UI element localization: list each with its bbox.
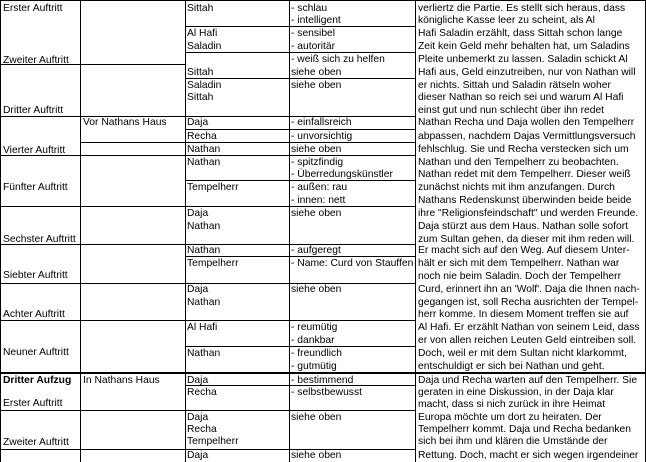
table-cell: siehe oben (291, 144, 342, 155)
summary-line: dieser Nathan so reich sei und warum Al Hafi (418, 92, 624, 103)
summary-line: Pleite unbemerkt zu lassen. Saladin schickt Al (418, 54, 628, 65)
table-cell: Zweiter Auftritt (3, 437, 69, 448)
table-cell: Zweiter Auftritt (3, 55, 69, 66)
table-cell: - freundlich (291, 348, 342, 359)
summary-line: königliche Kasse leer zu scheint, als Al (418, 15, 595, 26)
table-column-divider (185, 0, 186, 462)
table-cell: siehe oben (291, 412, 342, 423)
summary-line: Nathan und den Tempelherr zu beobachten. (418, 157, 619, 168)
table-cell: Recha (187, 131, 217, 142)
table-cell: Daja (187, 412, 209, 423)
table-cell: Recha (187, 424, 217, 435)
summary-line: Rettung. Doch, macht er sich wegen irgendeiner (418, 450, 639, 461)
summary-line: er von allen reichen Leuten Geld eintreiben soll. (418, 335, 637, 346)
table-cell: Recha (187, 387, 217, 398)
table-cell: - schlau (291, 3, 328, 14)
table-cell: Nathan (187, 221, 221, 232)
summary-line: Er macht sich auf den Weg. Auf diesem Unter- (418, 245, 630, 256)
table-cell: Tempelherr (187, 182, 239, 193)
table-cell: Daja (187, 375, 209, 386)
table-cell: Siebter Auftritt (3, 270, 68, 281)
table-cell: Nathan (187, 157, 221, 168)
table-row-divider (185, 129, 415, 130)
summary-line: abpassen, nachdem Dajas Vermittlungsversuch (418, 131, 636, 142)
table-cell: Vierter Auftritt (3, 145, 66, 156)
table-row-divider (0, 206, 415, 207)
table-cell: - unvorsichtig (291, 131, 353, 142)
table-row-divider (80, 142, 415, 143)
table-column-divider (0, 0, 1, 462)
table-cell: Erster Auftritt (3, 398, 63, 409)
table-cell: Al Hafi (187, 28, 218, 39)
summary-line: Nathans Redenskunst überwinden beide beide (418, 195, 632, 206)
table-column-divider (80, 0, 81, 462)
table-cell: Vor Nathans Haus (83, 117, 167, 128)
table-cell: Sittah (187, 92, 214, 103)
table-cell: Saladin (187, 41, 222, 52)
table-cell: Al Hafi (187, 322, 218, 333)
table-cell: siehe oben (291, 208, 342, 219)
table-column-divider (289, 0, 290, 462)
summary-line: Europa möchte um dort zu heiraten. Der (418, 412, 602, 423)
summary-line: Nathan redet mit dem Tempelherr. Dieser weiß (418, 169, 631, 180)
table-cell: - reumütig (291, 322, 338, 333)
summary-line: Nathan Recha und Daja wollen den Tempelherr (418, 117, 635, 128)
summary-line: zum Sultan gehen, da dieser mit ihm reden will. (418, 234, 635, 245)
table-cell: Nathan (187, 348, 221, 359)
table-cell: - selbstbewusst (291, 387, 362, 398)
table-cell: Fünfter Auftritt (3, 182, 68, 193)
summary-line: einst gut und nun schlecht über ihn redet (418, 105, 605, 116)
table-cell: - weiß sich zu helfen (291, 54, 385, 65)
table-cell: Daja (187, 117, 209, 128)
table-cell: Neuner Auftritt (3, 347, 69, 358)
table-row-divider (0, 373, 646, 374)
table-cell: - sensibel (291, 28, 336, 39)
table-cell: siehe oben (291, 80, 342, 91)
table-cell: - autoritär (291, 41, 336, 52)
table-cell: - gutmütig (291, 361, 337, 372)
summary-line: entschuldigt er sich bei Nathan und geht. (418, 361, 605, 372)
summary-line: macht, dass si nich zurück in ihre Heimat (418, 399, 606, 410)
summary-line: Hafi aus, Geld einzutreiben, nur von Nathan will (418, 67, 636, 78)
summary-line: Daja stürzt aus dem Haus. Nathan solle sofort (418, 221, 629, 232)
summary-line: geraten in eine Diskussion, in der Daja klar (418, 387, 614, 398)
table-cell: - innen: nett (291, 195, 346, 206)
table-cell: - bestimmend (291, 375, 354, 386)
table-cell: In Nathans Haus (83, 375, 160, 386)
table-cell: Sittah (187, 67, 214, 78)
table-column-divider (415, 0, 416, 462)
table-cell: - Überredungskünstler (291, 169, 393, 180)
summary-line: noch nie beim Saladin. Doch der Tempelherr (418, 271, 622, 282)
summary-line: ihre "Religionsfeindschaft" und werden Freunde. (418, 208, 639, 219)
table-cell: siehe oben (291, 284, 342, 295)
summary-line: sich bei ihm und klären die Umstände der (418, 436, 608, 447)
table-cell: - dankbar (291, 335, 335, 346)
table-cell: - außen: rau (291, 182, 348, 193)
summary-line: Zeit kein Geld mehr behalten hat, um Saladins (418, 41, 630, 52)
table-cell: Dritter Aufzug (3, 375, 72, 386)
table-cell: Tempelherr (187, 258, 239, 269)
summary-line: Doch, weil er mit dem Sultan nicht klarkommt, (418, 348, 627, 359)
summary-line: Hafi Saladin erzählt, dass Sittah schon lange (418, 28, 623, 39)
table-cell: Achter Auftritt (3, 309, 65, 320)
summary-line: fehlschlug. Sie und Recha verstecken sich um (418, 144, 629, 155)
summary-line: herr komme. In diesem Moment treffen sie auf (418, 309, 629, 320)
table-cell: Nathan (187, 297, 221, 308)
summary-line: er nichts. Sittah und Saladin rätseln woher (418, 80, 611, 91)
table-cell: Daja (187, 208, 209, 219)
table-cell: Saladin (187, 80, 222, 91)
table-cell: - aufgeregt (291, 245, 341, 256)
summary-line: Tempelherr kommt. Daja und Recha bedanken (418, 424, 631, 435)
table-cell: - spitzfindig (291, 157, 344, 168)
table-row-divider (0, 0, 646, 1)
summary-line: gegangen ist, soll Recha ausrichten der Tempel- (418, 297, 639, 308)
table-cell: - Name: Curd von Stauffen (291, 258, 414, 269)
table-cell: siehe oben (291, 450, 342, 461)
summary-line: Daja und Recha warten auf den Tempelherr. Sie (418, 375, 638, 386)
table-cell: Nathan (187, 245, 221, 256)
summary-line: Al Hafi. Er erzählt Nathan von seinem Leid, dass (418, 322, 640, 333)
table-cell: Daja (187, 450, 209, 461)
table-cell: - einfallsreich (291, 117, 352, 128)
table-cell: Dritter Auftritt (3, 105, 64, 116)
table-cell: - intelligent (291, 15, 341, 26)
table-cell: Nathan (187, 144, 221, 155)
summary-line: hält er sich mit dem Tempelherr. Nathan war (418, 258, 620, 269)
summary-line: Curd, erinnert ihn an 'Wolf'. Daja die Ihnen nach- (418, 284, 640, 295)
table-cell: Erster Auftritt (3, 3, 63, 14)
table-cell: Sittah (187, 3, 214, 14)
summary-line: verliertz die Partie. Es stellt sich heraus, dass (418, 3, 626, 14)
table-cell: siehe oben (291, 67, 342, 78)
table-cell: Sechster Auftritt (3, 234, 76, 245)
table-row-divider (0, 410, 415, 411)
table-cell: Tempelherr (187, 436, 239, 447)
summary-line: zunächst nichts mit ihm anzufangen. Durch (418, 182, 615, 193)
table-cell: Daja (187, 284, 209, 295)
